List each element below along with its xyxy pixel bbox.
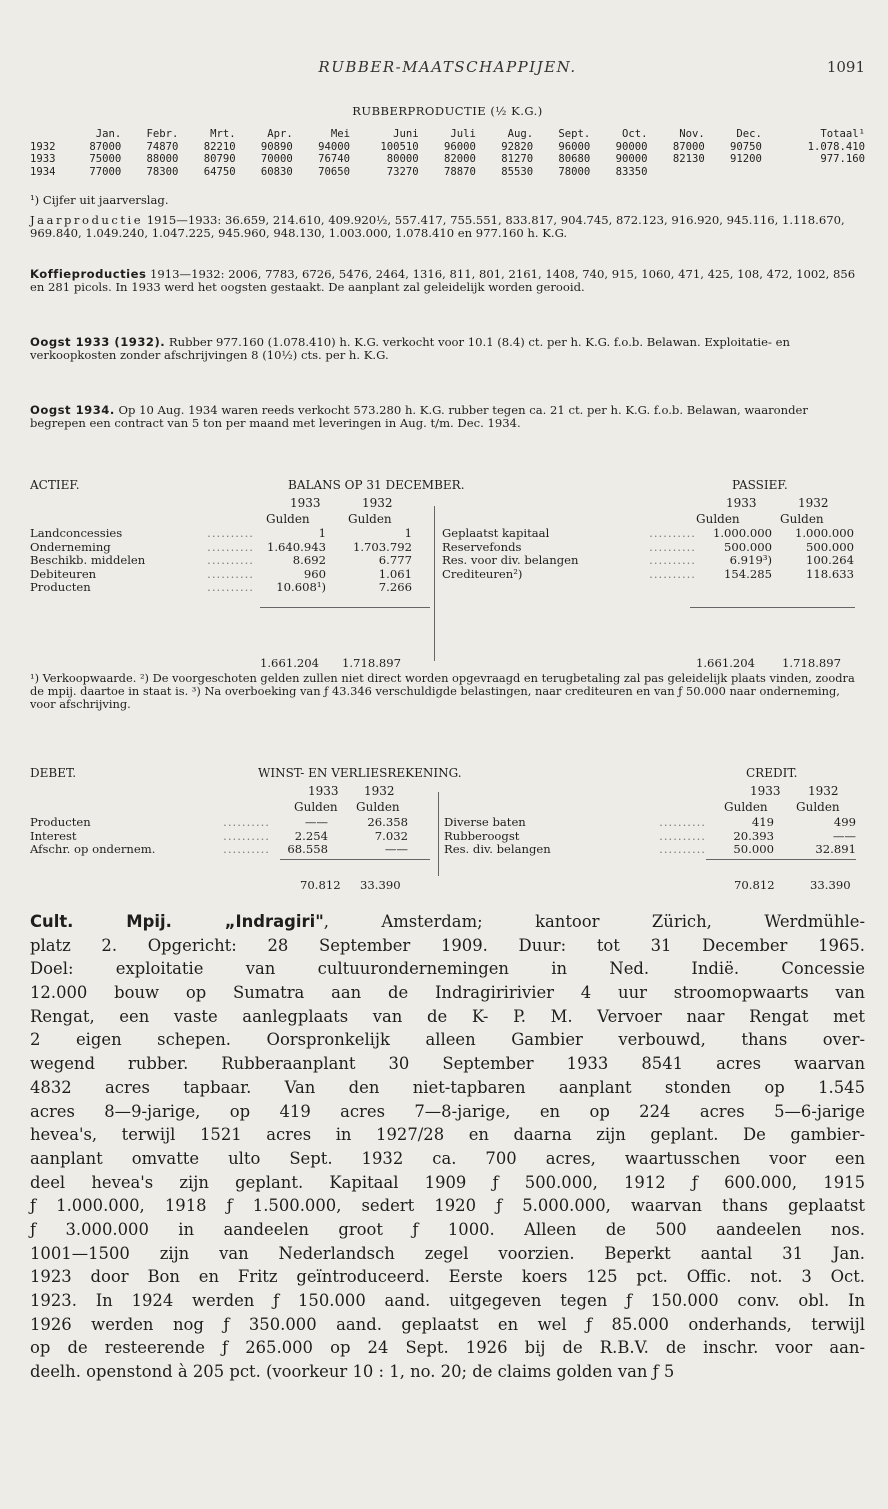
production-title: RUBBERPRODUCTIE (½ K.G.) — [352, 104, 543, 118]
company-entry-lines — [30, 934, 865, 1384]
pl-credit — [444, 816, 856, 857]
balance-liability-label: Geplaatst kapitaal — [442, 526, 550, 540]
balance-asset-row — [30, 527, 412, 541]
production-value: 75000 — [89, 153, 122, 166]
production-value: 82210 — [203, 140, 236, 153]
balance-passief-head: PASSIEF. — [732, 478, 788, 492]
pl-debit-row — [30, 843, 408, 857]
pl-left-year2: 1932 — [364, 784, 395, 798]
koffie-paragraph — [30, 268, 865, 294]
production-month-header: Dec. — [736, 128, 762, 141]
production-value: 94000 — [318, 140, 351, 153]
running-title: RUBBER-MAATSCHAPPIJEN. — [318, 58, 577, 76]
balance-liability-value-1932: 100.264 — [806, 553, 854, 568]
balance-liability-row — [442, 527, 854, 541]
pl-credit-row — [444, 830, 856, 844]
production-month-header: Apr. — [267, 128, 293, 141]
koffie-text: 1913—1932: 2006, 7783, 6726, 5476, 2464, 1316, 811, 801, 2161, 1408, 740, 915, 1060, 471, 425, 108, 472, 1002, 856 en 281 picols. In 1933 werd het oogsten gestaakt. De aanplant zal geleidelijk worden gerooid. — [30, 267, 856, 295]
company-entry-line: 1923. In 1924 werden ƒ 150.000 aand. uitgegeven tegen ƒ 150.000 conv. obl. In — [30, 1291, 865, 1310]
balance-asset-value-1932: 1.703.792 — [352, 539, 412, 554]
pl-credit-leader: .......... — [659, 828, 706, 843]
company-entry-line: 1923 door Bon en Fritz geïntroduceerd. Eerste koers 125 pct. Offic. not. 3 Oct. — [30, 1267, 865, 1287]
balance-liability-value-1933: 1.000.000 — [712, 526, 772, 540]
pl-credit-head: CREDIT. — [746, 766, 798, 780]
production-value: 64750 — [203, 165, 236, 178]
jaarproductie-text: 1915—1933: 36.659, 214.610, 409.920½, 557.417, 755.551, 833.817, 904.745, 872.123, 916.920, 945.116, 1.118.670, 969.840, 1.049.240, 1.047.225, 945.960, 948.130, 1.003.000, 1.078.410 en 977.160 h. K.G. — [30, 213, 845, 241]
pl-credit-label: Diverse baten — [444, 815, 526, 829]
page-header — [30, 58, 865, 80]
production-value — [648, 166, 705, 179]
balance-asset-value-1932: 1.061 — [378, 566, 412, 581]
pl-total-right-1: 70.812 — [734, 878, 775, 892]
production-footnote: ¹) Cijfer uit jaarverslag. — [30, 193, 169, 207]
balance-right-unit2: Gulden — [780, 512, 824, 526]
production-month-header: Nov. — [679, 128, 705, 141]
pl-total-right-2: 33.390 — [810, 878, 851, 892]
production-value: 96000 — [558, 140, 591, 153]
pl-right-year2: 1932 — [808, 784, 839, 798]
pl-debit-label: Interest — [30, 828, 77, 843]
balance-asset-label: Onderneming — [30, 539, 111, 554]
production-value: 81270 — [501, 153, 534, 166]
oogst1934-text: Op 10 Aug. 1934 waren reeds verkocht 573.280 h. K.G. rubber tegen ca. 21 ct. per h. K.G. f.o.b. Belawan, waaronder begrepen een contract van 5 ton per maand met leveringen in Aug. t/m. Dec. 1934. — [30, 403, 808, 431]
balance-left-year2: 1932 — [362, 496, 393, 510]
company-entry-line: wegend rubber. Rubberaanplant 30 September 1933 8541 acres waarvan — [30, 1054, 865, 1074]
oogst1934-paragraph — [30, 404, 865, 430]
company-entry-line: Rengat, een vaste aanlegplaats van de K- P. M. Vervoer naar Rengat met — [30, 1006, 865, 1026]
pl-debit — [30, 816, 408, 857]
balance-liability-leader: .......... — [649, 553, 696, 568]
balance-asset-value-1933: 1 — [318, 526, 326, 540]
company-entry — [30, 910, 865, 1384]
pl-credit-label: Res. div. belangen — [444, 842, 551, 857]
pl-debit-leader: .......... — [223, 842, 270, 857]
balance-notes: ¹) Verkoopwaarde. ²) De voorgeschoten gelden zullen niet direct worden opgevraagd en terugbetaling zal pas geleidelijk plaats vinden, zoodra de mpij. daartoe in staat is. ³) Na overboeking van ƒ 43.346 verschuldigde belastingen, naar crediteuren en van ƒ 50.000 naar onderneming, voor afschrijving. — [30, 671, 855, 711]
company-entry-line: deelh. openstond à 205 pct. (voorkeur 10 : 1, no. 20; de claims golden van ƒ 5 — [30, 1362, 675, 1382]
company-entry-line: aanplant omvatte ulto Sept. 1932 ca. 700 acres, waartusschen voor een — [30, 1148, 865, 1168]
pl-credit-value-1932: —— — [832, 828, 856, 843]
balance-liability-value-1933: 154.285 — [724, 566, 772, 581]
company-entry-line: 12.000 bouw op Sumatra aan de Indragiririvier 4 uur stroomopwaarts van — [30, 983, 865, 1003]
balance-liability-label: Crediteuren²) — [442, 566, 523, 581]
balance-liability-value-1932: 500.000 — [806, 539, 854, 554]
production-value: 70650 — [318, 165, 351, 178]
balance-right-year2: 1932 — [798, 496, 829, 510]
production-value: 70000 — [260, 153, 293, 166]
balance-liability-label: Reservefonds — [442, 539, 522, 554]
production-month-header: Oct. — [621, 128, 648, 141]
balance-liability-row — [442, 554, 854, 568]
pl-title: WINST- EN VERLIESREKENING. — [258, 766, 462, 780]
production-table — [30, 128, 865, 178]
production-row — [30, 141, 865, 154]
pl-credit-value-1932: 499 — [833, 815, 856, 829]
company-entry-line-text: , Amsterdam; kantoor Zürich, Werdmühle- — [323, 912, 865, 931]
company-entry-line: acres 8—9-jarige, op 419 acres 7—8-jarige, en op 224 acres 5—6-jarige — [30, 1101, 865, 1121]
company-entry-line: hevea's, terwijl 1521 acres in 1927/28 en daarna zijn geplant. De gambier- — [30, 1125, 865, 1145]
balance-liability-leader: .......... — [649, 526, 696, 540]
production-value: 100510 — [380, 140, 419, 153]
production-year: 1933 — [30, 153, 56, 166]
balance-liability-label: Res. voor div. belangen — [442, 553, 579, 568]
production-value: 90750 — [730, 140, 762, 153]
balance-liability-leader: .......... — [649, 566, 696, 581]
production-value: 92820 — [501, 140, 534, 153]
pl-total-left-1: 70.812 — [300, 878, 341, 892]
pl-debit-leader: .......... — [223, 815, 270, 829]
production-value: 90890 — [260, 140, 293, 153]
production-year: 1932 — [30, 140, 56, 153]
oogst1933-text: Rubber 977.160 (1.078.410) h. K.G. verkocht voor 10.1 (8.4) ct. per h. K.G. f.o.b. Belawan. Exploitatie- en verkoopkosten zonder afschrijvingen 8 (10½) cts. per h. K.G. — [30, 335, 790, 363]
balance-total-left-2: 1.718.897 — [342, 656, 402, 670]
oogst1933-paragraph — [30, 336, 865, 362]
company-entry-line — [30, 910, 865, 934]
production-value: 60830 — [260, 165, 293, 178]
balance-right-unit1: Gulden — [696, 512, 740, 526]
balance-asset-label: Landconcessies — [30, 526, 123, 540]
production-value: 90000 — [615, 140, 648, 153]
pl-credit-label: Rubberoogst — [444, 828, 520, 843]
balance-asset-value-1933: 960 — [303, 566, 326, 581]
jaarproductie-paragraph — [30, 214, 865, 240]
balance-divider — [434, 506, 435, 661]
production-value: 78870 — [444, 165, 476, 178]
balance-left-rule — [260, 607, 430, 608]
balance-liabilities — [442, 527, 854, 581]
balance-liability-value-1932: 118.633 — [806, 566, 854, 581]
balance-asset-row — [30, 541, 412, 555]
pl-debit-value-1932: 26.358 — [367, 815, 408, 829]
balance-total-left-1: 1.661.204 — [260, 656, 320, 670]
production-value: 96000 — [444, 140, 476, 153]
pl-left-unit2: Gulden — [356, 800, 400, 814]
production-value: 85530 — [501, 165, 534, 178]
pl-debit-label: Producten — [30, 815, 91, 829]
pl-right-rule — [706, 859, 856, 860]
balance-asset-label: Producten — [30, 580, 91, 595]
balance-title: BALANS OP 31 DECEMBER. — [288, 478, 465, 492]
balance-right-rule — [690, 607, 855, 608]
production-value: 78300 — [146, 165, 179, 178]
production-value: 80000 — [386, 153, 419, 166]
pl-credit-value-1932: 32.891 — [815, 842, 856, 857]
pl-total-left-2: 33.390 — [360, 878, 401, 892]
page-number: 1091 — [826, 58, 865, 76]
oogst1934-label: Oogst 1934. — [30, 403, 115, 417]
production-value: 73270 — [386, 165, 419, 178]
production-value: 77000 — [89, 165, 122, 178]
balance-asset-leader: .......... — [207, 580, 254, 595]
production-value — [705, 166, 762, 179]
production-month-header: Jan. — [95, 128, 122, 141]
pl-right-year1: 1933 — [750, 784, 781, 798]
company-entry-line: 2 eigen schepen. Oorspronkelijk alleen Gambier verbouwd, thans over- — [30, 1030, 865, 1050]
oogst1933-label: Oogst 1933 (1932). — [30, 335, 166, 349]
balance-right-year1: 1933 — [726, 496, 757, 510]
production-value: 977.160 — [820, 153, 865, 166]
balance-asset-value-1933: 8.692 — [292, 553, 326, 568]
balance-asset-leader: .......... — [207, 566, 254, 581]
balance-asset-row — [30, 581, 412, 595]
production-month-header: Febr. — [146, 128, 179, 141]
balance-asset-row — [30, 554, 412, 568]
production-year: 1934 — [30, 165, 56, 178]
pl-credit-row — [444, 843, 856, 857]
company-entry-line: 1001—1500 zijn van Nederlandsch zegel voorzien. Beperkt aantal 31 Jan. — [30, 1243, 865, 1263]
production-month-header: Mei — [330, 128, 351, 141]
pl-debit-value-1932: —— — [384, 842, 408, 857]
production-value: 1.078.410 — [807, 140, 865, 153]
production-value: 78000 — [558, 165, 591, 178]
pl-credit-value-1933: 50.000 — [733, 842, 774, 857]
production-row — [30, 166, 865, 179]
production-month-header: Aug. — [507, 128, 534, 141]
production-month-header: Totaal¹ — [820, 128, 865, 141]
pl-right-unit1: Gulden — [724, 800, 768, 814]
balance-liability-value-1933: 500.000 — [724, 539, 772, 554]
pl-debit-row — [30, 830, 408, 844]
company-entry-line: 1926 werden nog ƒ 350.000 aand. geplaatst en wel ƒ 85.000 onderhands, terwijl — [30, 1314, 865, 1334]
production-month-header: Juni — [393, 128, 419, 141]
production-month-header: Mrt. — [210, 128, 236, 141]
balance-left-unit1: Gulden — [266, 512, 310, 526]
production-value: 82000 — [444, 153, 476, 166]
production-month-header: Sept. — [558, 128, 591, 141]
balance-actief-head: ACTIEF. — [30, 478, 80, 492]
balance-asset-label: Beschikb. middelen — [30, 553, 146, 568]
balance-liability-leader: .......... — [649, 539, 696, 554]
production-row — [30, 153, 865, 166]
pl-left-rule — [280, 859, 430, 860]
production-value: 88000 — [146, 153, 179, 166]
pl-credit-leader: .......... — [659, 815, 706, 829]
pl-right-unit2: Gulden — [796, 800, 840, 814]
company-entry-line: deel hevea's zijn geplant. Kapitaal 1909 ƒ 500.000, 1912 ƒ 600.000, 1915 — [30, 1172, 865, 1192]
production-value: 87000 — [89, 140, 122, 153]
pl-debit-value-1933: —— — [304, 815, 328, 829]
balance-liability-row — [442, 541, 854, 555]
balance-asset-value-1932: 7.266 — [378, 580, 412, 595]
balance-left-unit2: Gulden — [348, 512, 392, 526]
balance-asset-row — [30, 568, 412, 582]
pl-debit-label: Afschr. op ondernem. — [30, 842, 156, 857]
balance-asset-value-1932: 1 — [404, 526, 412, 540]
production-value: 87000 — [672, 140, 705, 153]
company-entry-line: ƒ 1.000.000, 1918 ƒ 1.500.000, sedert 1920 ƒ 5.000.000, waarvan thans geplaatst — [30, 1196, 865, 1216]
pl-credit-value-1933: 20.393 — [733, 828, 774, 843]
production-value — [762, 166, 865, 179]
pl-left-year1: 1933 — [308, 784, 339, 798]
production-header-row — [30, 128, 865, 141]
pl-debit-value-1932: 7.032 — [374, 828, 408, 843]
company-entry-line: op de resteerende ƒ 265.000 op 24 Sept. 1926 bij de R.B.V. de inschr. voor aan- — [30, 1338, 865, 1358]
pl-credit-leader: .......... — [659, 842, 706, 857]
balance-liability-row — [442, 568, 854, 582]
company-entry-line: Doel: exploitatie van cultuurondernemingen in Ned. Indië. Concessie — [30, 959, 865, 979]
balance-left-year1: 1933 — [290, 496, 321, 510]
production-value: 82130 — [672, 153, 705, 166]
balance-asset-leader: .......... — [207, 526, 254, 540]
pl-debit-value-1933: 68.558 — [287, 842, 328, 857]
koffie-label: Koffieproducties — [30, 267, 147, 281]
balance-liability-value-1932: 1.000.000 — [794, 526, 854, 540]
balance-asset-value-1932: 6.777 — [378, 553, 412, 568]
pl-divider — [438, 792, 439, 876]
pl-debit-value-1933: 2.254 — [294, 828, 328, 843]
production-value: 91200 — [730, 153, 762, 166]
balance-assets — [30, 527, 412, 595]
balance-asset-label: Debiteuren — [30, 566, 97, 581]
balance-asset-value-1933: 1.640.943 — [266, 539, 326, 554]
production-value: 74870 — [146, 140, 179, 153]
balance-asset-leader: .......... — [207, 539, 254, 554]
pl-debet-head: DEBET. — [30, 766, 77, 780]
jaarproductie-label: Jaarproductie — [30, 213, 144, 227]
production-value: 80680 — [558, 153, 591, 166]
production-header-blank — [30, 128, 64, 141]
company-entry-line: ƒ 3.000.000 in aandeelen groot ƒ 1000. Alleen de 500 aandeelen nos. — [30, 1219, 865, 1239]
balance-asset-leader: .......... — [207, 553, 254, 568]
company-entry-line: platz 2. Opgericht: 28 September 1909. Duur: tot 31 December 1965. — [30, 935, 865, 955]
production-value: 90000 — [615, 153, 648, 166]
balance-liability-value-1933: 6.919³) — [729, 553, 772, 568]
balance-total-right-1: 1.661.204 — [696, 656, 756, 670]
balance-asset-value-1933: 10.608¹) — [276, 580, 326, 595]
production-value: 80790 — [203, 153, 236, 166]
balance-total-right-2: 1.718.897 — [782, 656, 842, 670]
pl-credit-value-1933: 419 — [751, 815, 774, 829]
production-value: 83350 — [615, 165, 648, 178]
company-name: Cult. Mpij. „Indragiri" — [30, 912, 324, 931]
production-month-header: Juli — [450, 128, 476, 141]
production-value: 76740 — [318, 153, 351, 166]
pl-debit-leader: .......... — [223, 828, 270, 843]
pl-credit-row — [444, 816, 856, 830]
pl-left-unit1: Gulden — [294, 800, 338, 814]
pl-debit-row — [30, 816, 408, 830]
company-entry-line: 4832 acres tapbaar. Van den niet-tapbaren aanplant stonden op 1.545 — [30, 1077, 865, 1097]
